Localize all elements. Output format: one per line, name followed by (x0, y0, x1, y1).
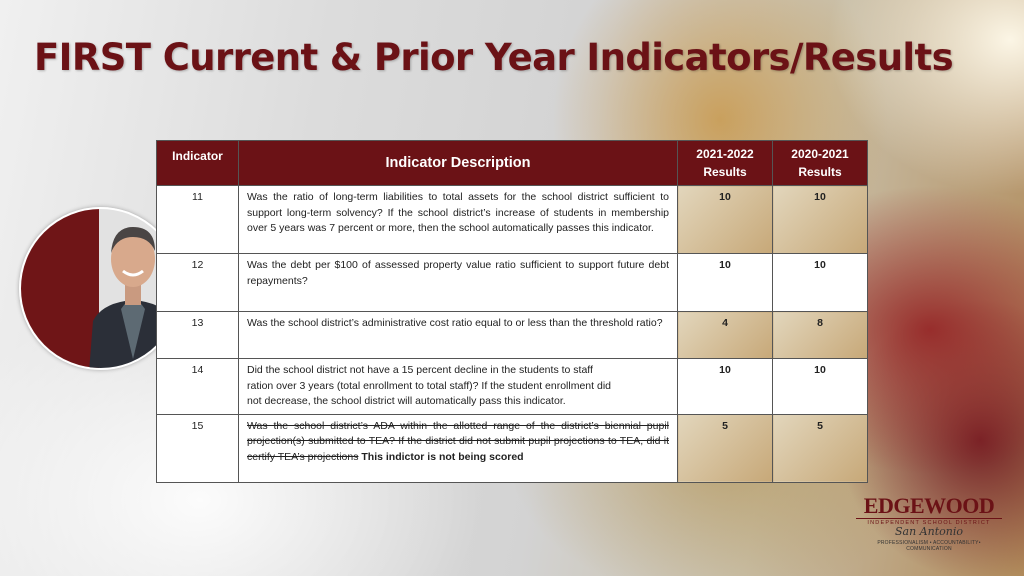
indicator-number: 12 (157, 254, 239, 312)
indicator-description: Was the ratio of long-term liabilities to total assets for the school district sufficient to support long-term solvency? If the school district’s increase of students in membership over 5 years was 7 percent or more, then the school automatically passes this indicator. (239, 186, 678, 254)
indicator-description: Was the school district’s administrative cost ratio equal to or less than the threshold ratio? (239, 312, 678, 359)
header-2020-2021-year: 2020-2021 (791, 147, 849, 161)
logo-wordmark: EDGEWOOD (863, 493, 995, 518)
logo-subtitle: INDEPENDENT SCHOOL DISTRICT (856, 518, 1002, 526)
indicator-description (239, 359, 678, 415)
result-2020-2021: 10 (773, 186, 868, 254)
result-2021-2022: 10 (678, 186, 773, 254)
indicator-number: 14 (157, 359, 239, 415)
logo-tagline: PROFESSIONALISM • ACCOUNTABILITY• COMMUNICATION (877, 540, 981, 552)
result-2021-2022: 10 (678, 359, 773, 415)
table-header-row (157, 141, 868, 186)
table-row (157, 186, 868, 254)
indicators-table (156, 140, 868, 483)
table-row (157, 359, 868, 415)
indicator-number: 11 (157, 186, 239, 254)
result-2021-2022: 5 (678, 414, 773, 482)
table-row (157, 414, 868, 482)
result-2021-2022: 10 (678, 254, 773, 312)
result-2020-2021: 8 (773, 312, 868, 359)
indicator-number: 13 (157, 312, 239, 359)
result-2020-2021: 5 (773, 414, 868, 482)
header-description: Indicator Description (239, 141, 678, 186)
header-2020-2021 (773, 141, 868, 186)
header-2021-2022-label: Results (703, 165, 747, 179)
header-2021-2022-year: 2021-2022 (696, 147, 754, 161)
table-row (157, 312, 868, 359)
header-2021-2022 (678, 141, 773, 186)
description-line: not decrease, the school district will automatically pass this indicator. (247, 395, 566, 407)
not-scored-note: This indictor is not being scored (361, 450, 524, 463)
result-2020-2021: 10 (773, 254, 868, 312)
result-2021-2022: 4 (678, 312, 773, 359)
result-2020-2021: 10 (773, 359, 868, 415)
indicator-description: Was the debt per $100 of assessed property value ratio sufficient to support future debt repayments? (239, 254, 678, 312)
header-indicator: Indicator (157, 141, 239, 186)
struck-description: Was the school district’s ADA within the allotted range of the district’s biennial pupil projection(s) submitted to TEA? If the district did not submit pupil projections to TEA, did it certify TEA’s projections (247, 419, 669, 463)
table-row (157, 254, 868, 312)
description-line: ration over 3 years (total enrollment to total staff)? If the student enrollment did (247, 379, 611, 392)
indicator-number: 15 (157, 414, 239, 482)
edgewood-logo (856, 495, 1002, 553)
logo-signature: San Antonio (895, 525, 963, 538)
page-title: FIRST Current & Prior Year Indicators/Results (34, 36, 954, 79)
description-line: Did the school district not have a 15 percent decline in the students to staff (247, 364, 593, 376)
indicator-description (239, 414, 678, 482)
header-2020-2021-label: Results (798, 165, 842, 179)
